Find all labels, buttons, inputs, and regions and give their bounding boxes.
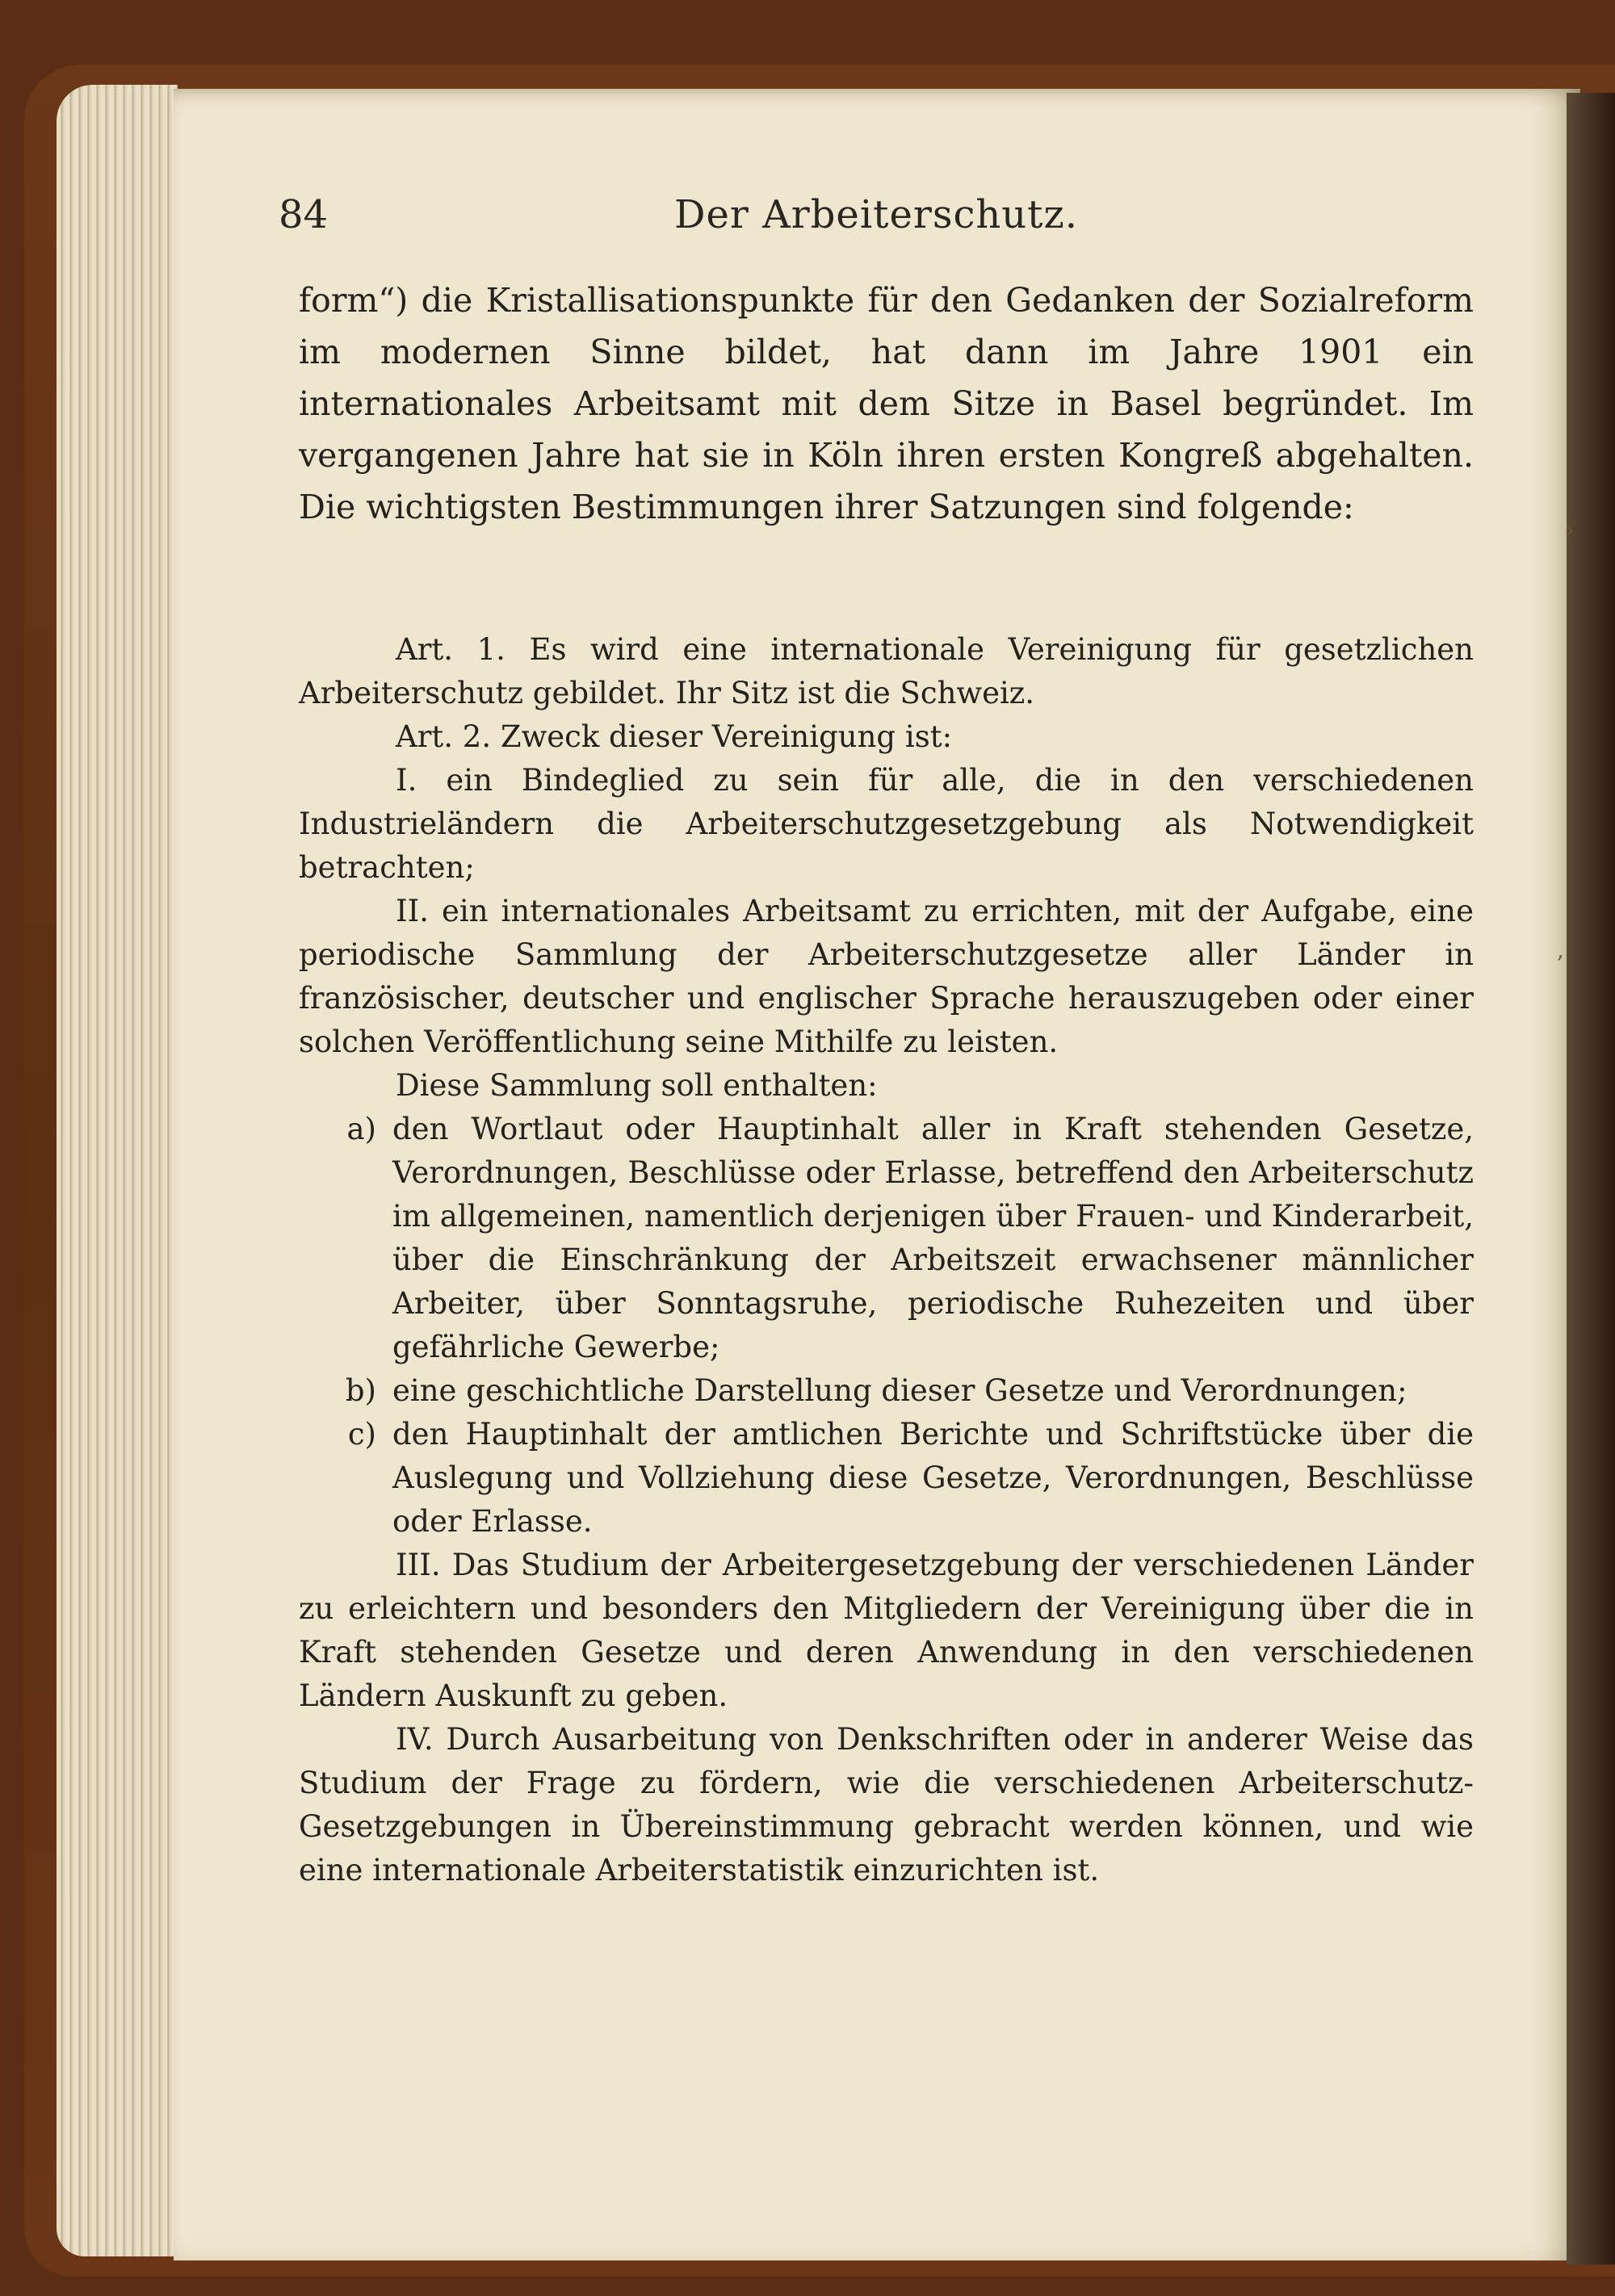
item-label: a)	[346, 1112, 376, 1146]
purpose-item-2: II. ein internationales Arbeitsamt zu errichten, mit der Aufgabe, eine periodische Sammlung der Arbeiterschutzgesetze aller Länder in französischer, deutscher und englischer Sprache herauszugeben oder einer solchen Veröffentlichung seine Mithilfe zu leisten.	[299, 894, 1474, 1059]
collection-item-b	[299, 1369, 1474, 1413]
article-2-intro: Art. 2. Zweck dieser Vereinigung ist:	[396, 719, 953, 754]
item-label: c)	[347, 1417, 376, 1452]
running-title: Der Arbeiterschutz.	[673, 192, 1078, 237]
collection-intro: Diese Sammlung soll enthalten:	[396, 1068, 878, 1103]
item-text: eine geschichtliche Darstellung dieser Gesetze und Verordnungen;	[392, 1373, 1407, 1408]
page-number: 84	[279, 192, 329, 237]
statutes-block	[299, 628, 1474, 1892]
margin-tick-mark: ›	[1565, 517, 1575, 543]
intro-paragraph-block	[299, 274, 1474, 533]
item-text: den Wortlaut oder Hauptinhalt aller in Kraft stehenden Gesetze, Verordnungen, Beschlüsse oder Erlasse, betreffend den Arbeiterschutz im allgemeinen, namentlich derjenigen über Frauen- und Kinderarbeit, über die Einschränkung der Arbeitszeit erwachsener männlicher Arbeiter, über Sonntagsruhe, periodische Ruhezeiten und über gefährliche Gewerbe;	[392, 1112, 1474, 1364]
collection-item-a	[299, 1108, 1474, 1369]
purpose-item-4: IV. Durch Ausarbeitung von Denkschriften oder in anderer Weise das Studium der Frage zu fördern, wie die verschiedenen Arbeiterschutz-Gesetzgebungen in Übereinstimmung gebracht werden können, und wie eine internationale Arbeiterstatistik einzurichten ist.	[299, 1722, 1474, 1887]
page-header	[279, 192, 1474, 249]
purpose-item-3: III. Das Studium der Arbeitergesetzgebung der verschiedenen Länder zu erleichtern und besonders den Mitgliedern der Vereinigung über die in Kraft stehenden Gesetze und deren Anwendung in den verschiedenen Ländern Auskunft zu geben.	[299, 1548, 1474, 1713]
collection-item-c	[299, 1413, 1474, 1544]
item-label: b)	[345, 1373, 376, 1408]
intro-paragraph: form“) die Kristallisationspunkte für den Gedanken der Sozialreform im modernen Sinne bildet, hat dann im Jahre 1901 ein internationales Arbeitsamt mit dem Sitze in Basel begründet. Im vergangenen Jahre hat sie in Köln ihren ersten Kongreß abgehalten. Die wichtigsten Bestimmungen ihrer Satzungen sind folgende:	[299, 281, 1474, 526]
page-edges	[57, 85, 178, 2256]
item-text: den Hauptinhalt der amtlichen Berichte und Schriftstücke über die Auslegung und Vollziehung diese Gesetze, Verordnungen, Beschlüsse oder Erlasse.	[392, 1417, 1474, 1539]
margin-tick-mark: ,	[1557, 936, 1564, 963]
book-gutter	[1567, 93, 1615, 2265]
article-1: Art. 1. Es wird eine internationale Vereinigung für gesetzlichen Arbeiterschutz gebildet. Ihr Sitz ist die Schweiz.	[299, 632, 1474, 710]
purpose-item-1: I. ein Bindeglied zu sein für alle, die in den verschiedenen Industrieländern die Arbeiterschutzgesetzgebung als Notwendigkeit betrachten;	[299, 763, 1474, 885]
